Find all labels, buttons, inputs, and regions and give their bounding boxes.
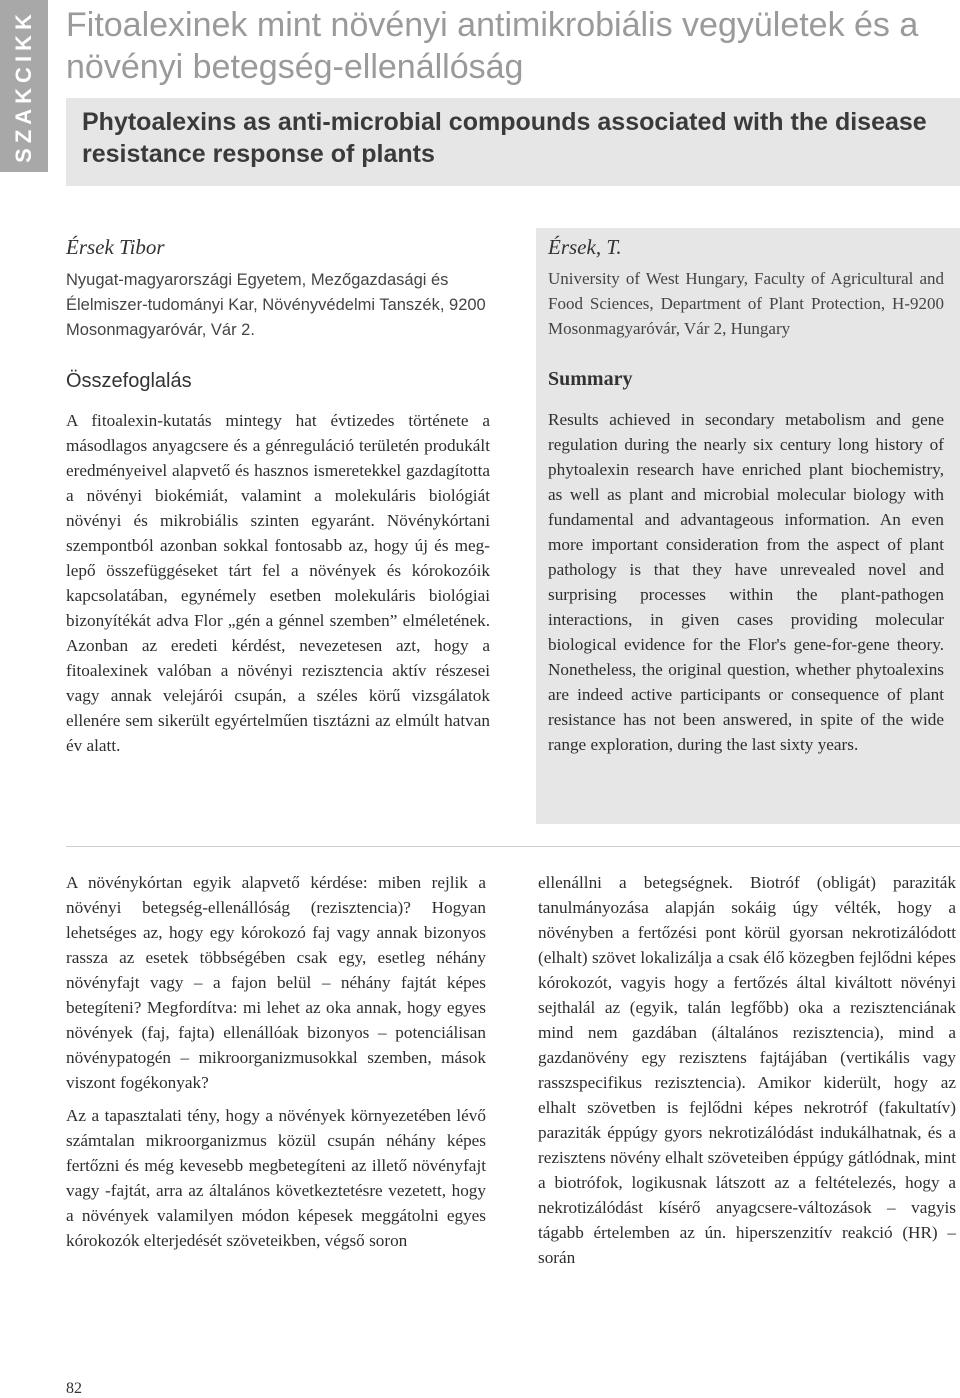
author-name-hungarian: Érsek Tibor [66,235,165,259]
section-tab [0,0,48,172]
section-tab-label: SZAKCIKK [11,9,36,163]
body-paragraph: A növénykórtan egyik alapvető kérdése: miben rejlik a növényi betegség-ellenállóság (rezisztencia)? Hogyan lehetséges az, hogy egy kórokozó faj vagy annak bizonyos rassza az esetek többségében csak egy, esetleg néhány növényfajt vagy – a fajon belül – néhány fajtát képes betegíteni? Megfordítva: mi lehet az oka annak, hogy egyes növények (faj, fajta) ellenállóak bizonyos – potenciálisan növénypatogén – mikroorganizmusokkal szemben, mások viszont fogékonyak? [66,873,486,1092]
affiliation-english: University of West Hungary, Faculty of Agricultural and Food Sciences, Department of Plant Protection, H-9200 Mosonmagyaróvár, Vár 2, Hungary [548,269,944,338]
english-title-banner [66,98,960,186]
body-paragraph: ellenállni a betegségnek. Biotróf (obligát) paraziták tanulmányozása alapján sokáig úgy vélték, hogy a növényben a fertőzési pont körül gyorsan nekrotizálódott (elhalt) szövet lokalizálja a csak élő közegben fejlődni képes kórokozót, vagyis hogy a fertőzés által kiváltott növényi sejthalál az (egyik, talán legfőbb) oka a rezisztenciának mind nem gazdában (általános rezisztencia), mind a gazdanövény egy rezisztens fajtájában (vertikális vagy rasszspecifikus rezisztencia). Amikor kiderült, hogy az elhalt szövetben is fejlődni képes nekrotróf (fakultatív) paraziták éppúgy gyors nekrotizálódást indukálhatnak, és a rezisztens növény elhalt szöveteiben éppúgy gátlódnak, mint a biotrófok, logikusnak látszott az a feltételezés, hogy a nekrotizálódást kísérő anyagcsere-változások – vagyis tágabb értelemben az ún. hiperszenzitív reakció (HR) – során [538,873,956,1267]
article-title-english: Phytoalexins as anti-microbial compounds associated with the disease resistance response of plants [82,108,927,168]
body-column-left [66,870,486,1253]
abstract-text-english: Results achieved in secondary metabolism and gene regulation during the nearly six century long history of phytoalexin research have enriched plant biochemistry, as well as plant and microbial molecular biology with fundamental and advantageous information. An even more important consideration from the aspect of plant pathology is that they have unrevealed novel and surprising processes within the plant-pathogen interactions, in given cases providing molecular biological evidence for the Flor's gene-for-gene theory. Nonetheless, the original question, whether phytoalexins are indeed active participants or consequence of plant resistance has not been answered, in spite of the wide range exploration, during the last sixty years. [548,410,944,754]
body-paragraph: Az a tapasztalati tény, hogy a növények környezetében lévő számtalan mikroorganizmus közül csupán néhány képes fertőzni és még kevesebb megbetegíteni az illető növényfajt vagy -fajtát, arra az általános következtetésre vezetett, hogy a növények valamilyen módon képesek meggátolni egyes kórokozók elterjedését szöveteikben, végső soron [66,1106,486,1250]
abstract-heading-hungarian: Összefoglalás [66,370,192,392]
body-column-right [538,870,956,1270]
abstract-heading-english: Summary [548,368,633,390]
page-number: 82 [66,1380,82,1397]
section-divider [66,846,960,847]
author-name-english: Érsek, T. [548,235,622,259]
article-title-hungarian: Fitoalexinek mint növényi antimikrobiális vegyületek és a növényi betegség-ellenállóság [66,6,919,86]
affiliation-hungarian: Nyugat-magyarországi Egyetem, Mezőgazdasági és Élelmiszer-tudományi Kar, Növényvédelmi Tanszék, 9200 Mosonmagyaróvár, Vár 2. [66,271,486,339]
abstract-text-hungarian: A fitoalexin-kutatás mintegy hat évtizedes története a másodlagos anyagcsere és a génreguláció területén produkált eredményeivel alapvető és hasznos ismeretekkel gazdagította a növényi biokémiát, valamint a molekuláris biológiát növényi és mikrobiális szinten egyaránt. Növénykórtani szempontból azonban sokkal fontosabb az, hogy új és meglepő összefüggéseket tárt fel a növények és kórokozóik kapcsolatában, egynémely esetben molekuláris biológiai bizonyítékát adva Flor „gén a génnel szemben” elméletének. Azonban az eredeti kérdést, nevezetesen azt, hogy a fitoalexinek valóban a növényi rezisztencia aktív részesei vagy annak velejárói csupán, a széles körű vizsgálatok ellenére sem sikerült egyértelműen tisztázni az elmúlt hatvan év alatt. [66,411,490,755]
